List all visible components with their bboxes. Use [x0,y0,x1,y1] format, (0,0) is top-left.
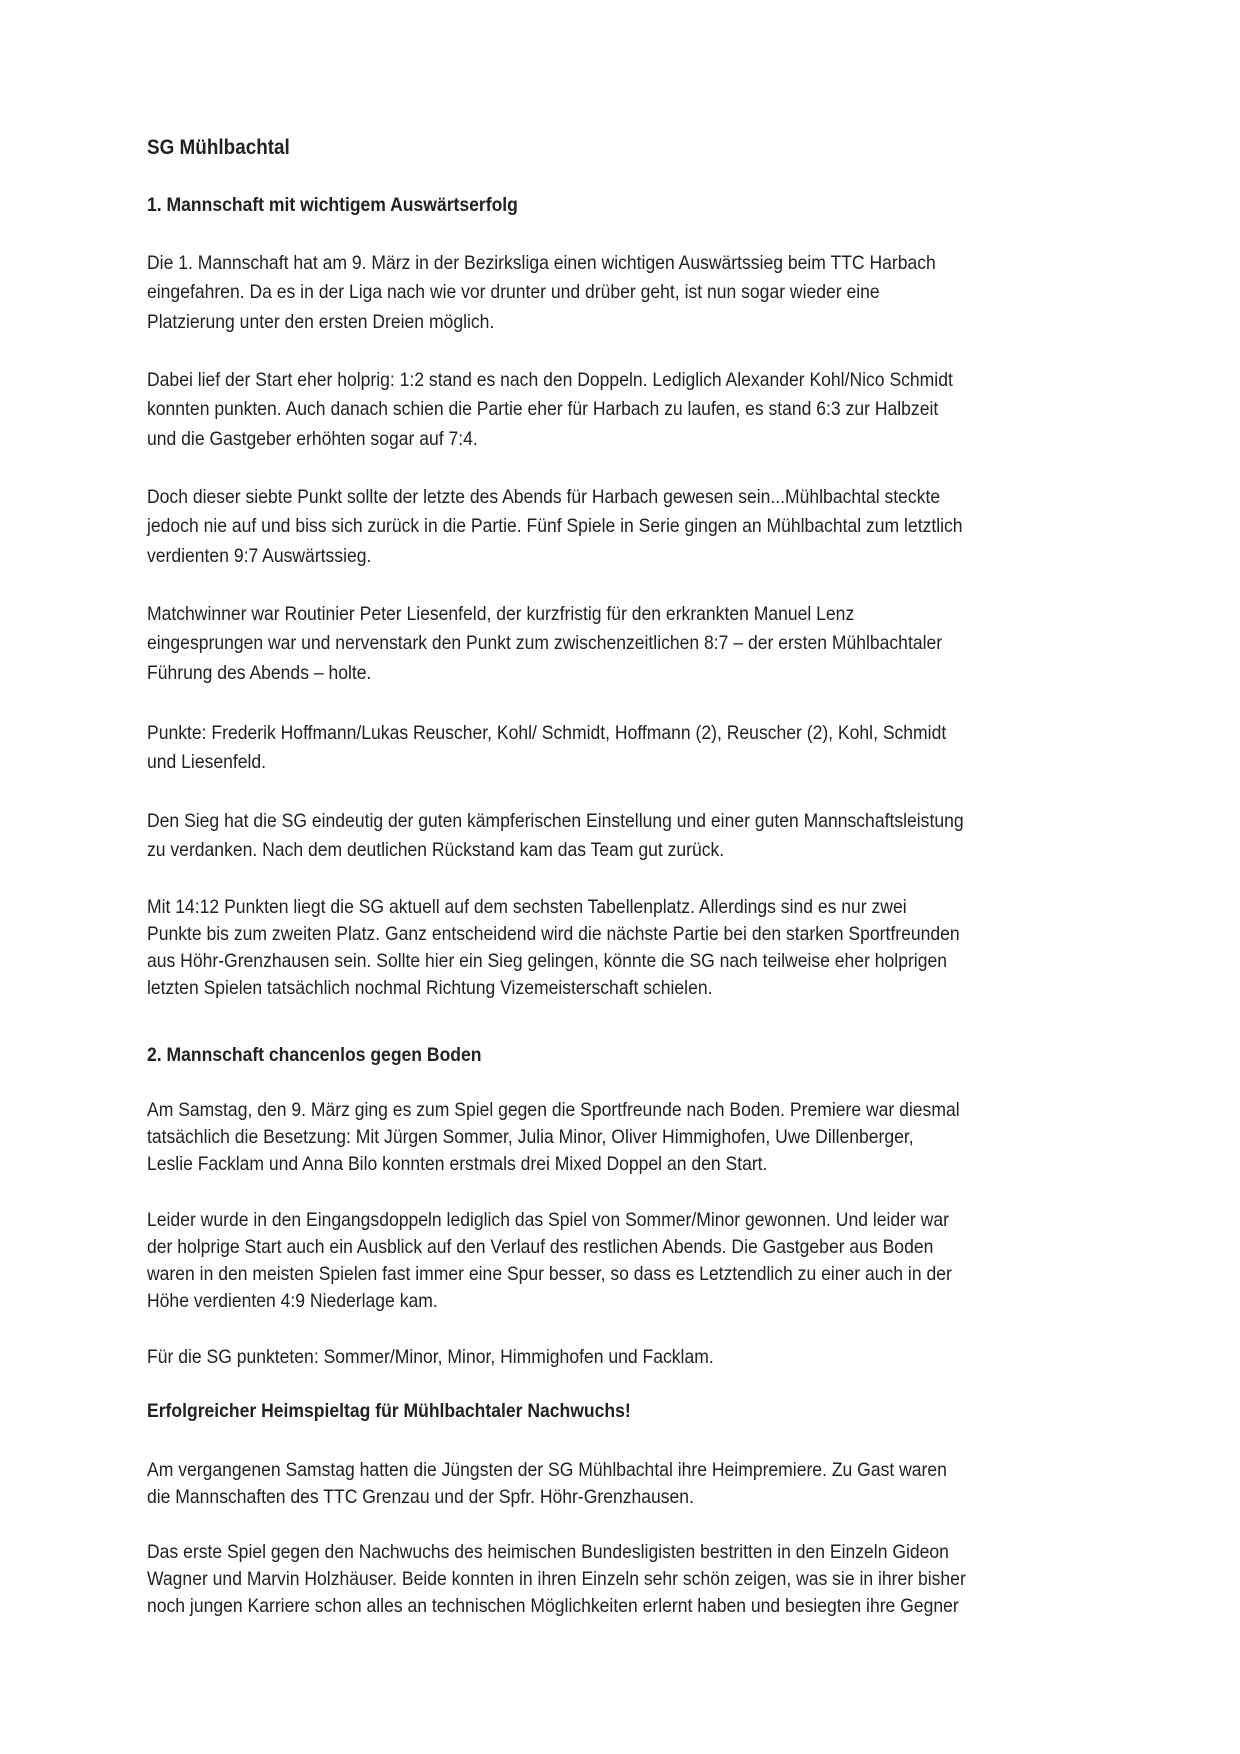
text-line: Die 1. Mannschaft hat am 9. März in der Bezirksliga einen wichtigen Auswärtssieg beim TTC Harbach [147,252,936,274]
text-line: 2. Mannschaft chancenlos gegen Boden [147,1044,482,1066]
text-line: zu verdanken. Nach dem deutlichen Rückstand kam das Team gut zurück. [147,839,725,862]
text-line: Am Samstag, den 9. März ging es zum Spiel gegen die Sportfreunde nach Boden. Premiere war diesmal [147,1099,960,1121]
paragraph [147,719,946,778]
text-line: tatsächlich die Besetzung: Mit Jürgen Sommer, Julia Minor, Oliver Himmighofen, Uwe Dillenberger, [147,1126,914,1148]
paragraph [147,1457,947,1511]
text-line: Punkte bis zum zweiten Platz. Ganz entscheidend wird die nächste Partie bei den starken Sportfreunden [147,923,960,945]
text-line: aus Höhr-Grenzhausen sein. Sollte hier ein Sieg gelingen, könnte die SG nach teilweise eher holprigen [147,950,948,972]
paragraph [147,600,942,688]
document-title-block [147,136,290,160]
text-line: die Mannschaften des TTC Grenzau und der Spfr. Höhr-Grenzhausen. [147,1486,694,1508]
paragraph [147,1539,966,1620]
text-line: Leslie Facklam und Anna Bilo konnten erstmals drei Mixed Doppel an den Start. [147,1153,768,1175]
text-line: verdienten 9:7 Auswärtssieg. [147,544,372,567]
text-line: Führung des Abends – holte. [147,661,372,684]
paragraph [147,1344,714,1371]
text-line: eingesprungen war und nervenstark den Punkt zum zwischenzeitlichen 8:7 – der ersten Mühlbachtaler [147,632,943,655]
text-line: Leider wurde in den Eingangsdoppeln lediglich das Spiel von Sommer/Minor gewonnen. Und leider war [147,1209,949,1231]
text-line: Erfolgreicher Heimspieltag für Mühlbachtaler Nachwuchs! [147,1400,631,1422]
section-heading [147,1398,631,1425]
text-line: Für die SG punkteten: Sommer/Minor, Minor, Himmighofen und Facklam. [147,1346,714,1368]
text-line: Höhe verdienten 4:9 Niederlage kam. [147,1290,438,1312]
text-line: Den Sieg hat die SG eindeutig der guten kämpferischen Einstellung und einer guten Mannschaftsleistung [147,810,964,832]
text-line: Doch dieser siebte Punkt sollte der letzte des Abends für Harbach gewesen sein...Mühlbachtal steckte [147,486,941,508]
text-line: konnten punkten. Auch danach schien die Partie eher für Harbach zu laufen, es stand 6:3 zur Halbzeit [147,398,939,421]
text-line: Dabei lief der Start eher holprig: 1:2 stand es nach den Doppeln. Lediglich Alexander Kohl/Nico Schmidt [147,369,953,391]
text-line: Platzierung unter den ersten Dreien möglich. [147,310,495,333]
section-heading [147,191,518,220]
text-line: der holprige Start auch ein Ausblick auf den Verlauf des restlichen Abends. Die Gastgeber aus Boden [147,1236,934,1258]
text-line: waren in den meisten Spielen fast immer eine Spur besser, so dass es Letztendlich zu einer auch in der [147,1263,952,1285]
text-line: 1. Mannschaft mit wichtigem Auswärtserfolg [147,194,518,216]
text-line: und Liesenfeld. [147,751,267,774]
paragraph [147,1207,952,1315]
text-line: eingefahren. Da es in der Liga nach wie vor drunter und drüber geht, ist nun sogar wieder eine [147,281,880,304]
paragraph [147,249,936,337]
text-line: Am vergangenen Samstag hatten die Jüngsten der SG Mühlbachtal ihre Heimpremiere. Zu Gast waren [147,1459,947,1481]
text-line: und die Gastgeber erhöhten sogar auf 7:4. [147,427,478,450]
text-line: Mit 14:12 Punkten liegt die SG aktuell auf dem sechsten Tabellenplatz. Allerdings sind es nur zwei [147,896,907,918]
text-line: jedoch nie auf und biss sich zurück in die Partie. Fünf Spiele in Serie gingen an Mühlbachtal zum letztlich [147,515,963,538]
paragraph [147,483,963,571]
text-line: Das erste Spiel gegen den Nachwuchs des heimischen Bundesligisten bestritten in den Einzeln Gideon [147,1541,949,1563]
section-heading [147,1042,481,1069]
document-title: SG Mühlbachtal [147,136,290,159]
text-line: letzten Spielen tatsächlich nochmal Richtung Vizemeisterschaft schielen. [147,977,713,999]
text-line: Punkte: Frederik Hoffmann/Lukas Reuscher, Kohl/ Schmidt, Hoffmann (2), Reuscher (2), Kohl, Schmidt [147,722,947,744]
paragraph [147,1097,960,1178]
text-line: Matchwinner war Routinier Peter Liesenfeld, der kurzfristig für den erkrankten Manuel Lenz [147,603,855,625]
paragraph [147,807,964,866]
text-line: noch jungen Karriere schon alles an technischen Möglichkeiten erlernt haben und besiegten ihre Gegner [147,1595,959,1617]
text-line: Wagner und Marvin Holzhäuser. Beide konnten in ihren Einzeln sehr schön zeigen, was sie in ihrer bisher [147,1568,966,1590]
paragraph [147,894,960,1002]
paragraph [147,366,953,454]
